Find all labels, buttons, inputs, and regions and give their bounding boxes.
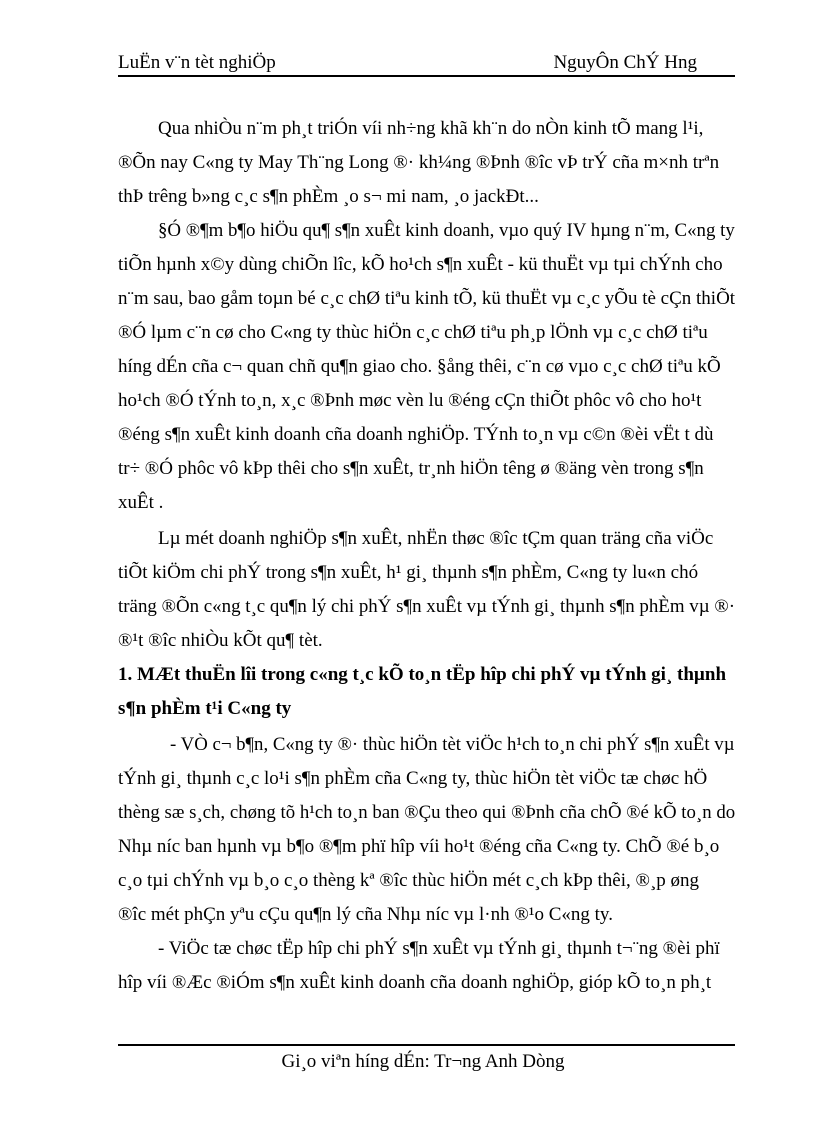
footer-advisor: Gi¸o viªn híng dÉn: Tr¬ng Anh Dòng xyxy=(281,1051,565,1072)
body-line: - ViÖc tæ chøc tËp hîp chi phÝ s¶n xuÊt vµ tÝnh gi¸ thµnh t¬¨ng ®èi phï xyxy=(158,938,720,959)
body-line: §Ó ®¶m b¶o hiÖu qu¶ s¶n xuÊt kinh doanh, vµo quý IV hµng n¨m, C«ng ty xyxy=(158,220,735,241)
body-line: Lµ mét doanh nghiÖp s¶n xuÊt, nhËn thøc ®îc tÇm quan träng cña viÖc xyxy=(158,528,714,549)
header-author-name: NguyÔn ChÝ Hng xyxy=(553,52,697,73)
header-divider xyxy=(118,75,735,77)
body-line: tÝnh gi¸ thµnh c¸c lo¹i s¶n phÈm cña C«ng ty, thùc hiÖn tèt viÖc tæ chøc hÖ xyxy=(118,768,708,789)
section-heading: 1. MÆt thuËn lîi trong c«ng t¸c kÕ to¸n tËp hîp chi phÝ vµ tÝnh gi¸ thµnh xyxy=(118,664,727,685)
body-line: ®¹t ®îc nhiÒu kÕt qu¶ tèt. xyxy=(118,630,323,651)
body-line: n¨m sau, bao gåm toµn bé c¸c chØ tiªu kinh tÕ, kü thuËt vµ c¸c yÕu tè cÇn thiÕt xyxy=(118,288,736,309)
body-line: ho¹ch ®Ó tÝnh to¸n, x¸c ®Þnh møc vèn lu ®éng cÇn thiÕt phôc vô cho ho¹t xyxy=(118,390,702,411)
body-line: träng ®Õn c«ng t¸c qu¶n lý chi phÝ s¶n xuÊt vµ tÝnh gi¸ thµnh s¶n phÈm vµ ®· xyxy=(118,596,736,617)
body-line: - VÒ c¬ b¶n, C«ng ty ®· thùc hiÖn tèt viÖc h¹ch to¸n chi phÝ s¶n xuÊt vµ xyxy=(170,734,735,755)
body-line: tiÕt kiÖm chi phÝ trong s¶n xuÊt, h¹ gi¸ thµnh s¶n phÈm, C«ng ty lu«n chó xyxy=(118,562,699,583)
body-line: thèng sæ s¸ch, chøng tõ h¹ch to¸n ban ®Çu theo qui ®Þnh cña chÕ ®é kÕ to¸n do xyxy=(118,802,736,823)
page-header xyxy=(118,52,735,76)
page-footer xyxy=(0,1050,816,1074)
body-line: ®éng s¶n xuÊt kinh doanh cña doanh nghiÖp. TÝnh to¸n vµ c©n ®èi vËt t dù xyxy=(118,424,714,445)
body-line: thÞ trêng b»ng c¸c s¶n phÈm ¸o s¬ mi nam, ¸o jackÐt... xyxy=(118,186,539,207)
body-line: Qua nhiÒu n¨m ph¸t triÓn víi nh÷ng khã kh¨n do nÒn kinh tÕ mang l¹i, xyxy=(158,118,704,139)
footer-divider xyxy=(118,1044,735,1046)
header-thesis-title: LuËn v¨n tèt nghiÖp xyxy=(118,52,276,73)
body-line: tr÷ ®Ó phôc vô kÞp thêi cho s¶n xuÊt, tr¸nh hiÖn têng ø ®äng vèn trong s¶n xyxy=(118,458,704,479)
body-line: híng dÉn cña c¬ quan chñ qu¶n giao cho. §ång thêi, c¨n cø vµo c¸c chØ tiªu kÕ xyxy=(118,356,721,377)
body-line: ®Õn nay C«ng ty May Th¨ng Long ®· kh¼ng ®Þnh ®îc vÞ trÝ cña m×nh trªn xyxy=(118,152,720,173)
body-line: ®Ó lµm c¨n cø cho C«ng ty thùc hiÖn c¸c chØ tiªu ph¸p lÖnh vµ c¸c chØ tiªu xyxy=(118,322,708,343)
body-line: c¸o tµi chÝnh vµ b¸o c¸o thèng kª ®îc thùc hiÖn mét c¸ch kÞp thêi, ®¸p øng xyxy=(118,870,700,891)
body-line: hîp víi ®Æc ®iÓm s¶n xuÊt kinh doanh cña doanh nghiÖp, gióp kÕ to¸n ph¸t xyxy=(118,972,712,993)
body-line: ®îc mét phÇn yªu cÇu qu¶n lý cña Nhµ níc vµ l·nh ®¹o C«ng ty. xyxy=(118,904,613,925)
body-line: tiÕn hµnh x©y dùng chiÕn lîc, kÕ ho¹ch s¶n xuÊt - kü thuËt vµ tµi chÝnh cho xyxy=(118,254,723,275)
body-line: xuÊt . xyxy=(118,492,164,513)
section-heading: s¶n phÈm t¹i C«ng ty xyxy=(118,698,292,719)
body-line: Nhµ níc ban hµnh vµ b¶o ®¶m phï hîp víi ho¹t ®éng cña C«ng ty. ChÕ ®é b¸o xyxy=(118,836,720,857)
